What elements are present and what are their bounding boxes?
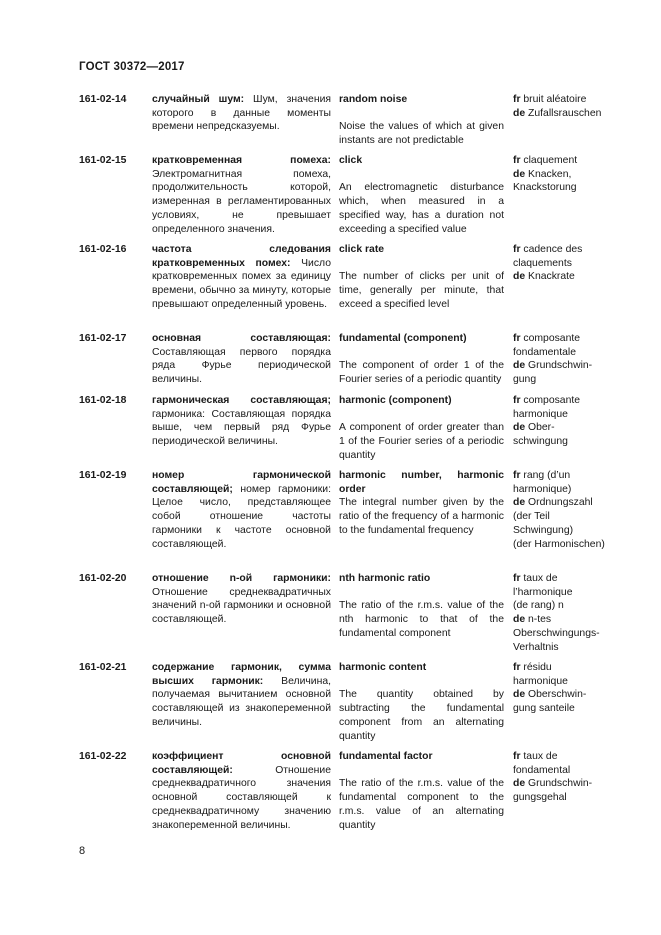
english-term: harmonic number, harmonic order — [339, 470, 504, 495]
french-label: fr — [513, 470, 521, 481]
german-label: de — [513, 168, 526, 180]
english-term: click rate — [339, 244, 385, 255]
term-number: 161-02-21 — [79, 662, 127, 673]
german-label: de — [513, 360, 526, 372]
term-number: 161-02-19 — [79, 470, 127, 481]
french-term: taux de l’harmonique (de rang) n — [513, 573, 573, 612]
term-number: 161-02-15 — [79, 155, 127, 166]
foreign-equivalents — [513, 243, 623, 284]
foreign-equivalents — [513, 661, 623, 716]
russian-definition-text: Отношение среднеквадратичного значения основной составляющей к среднеквадратичному значению знакопеременной величины. — [152, 764, 331, 831]
russian-definition-text: Шум, значения которого в данные моменты времени непредсказуемы. — [152, 94, 332, 133]
german-label: de — [513, 689, 526, 701]
russian-definition-text: Составляющая первого порядка ряда Фурье периодической величины. — [152, 346, 331, 386]
english-definition — [339, 243, 504, 312]
french-label: fr — [513, 244, 521, 255]
french-term: rang (d’un harmonique) — [513, 470, 572, 495]
foreign-equivalents — [513, 572, 623, 654]
document-header: ГОСТ 30372—2017 — [79, 61, 185, 73]
english-term: nth harmonic ratio — [339, 573, 431, 584]
french-term: composante fondamentale — [513, 333, 581, 358]
german-label: de — [513, 778, 526, 790]
german-label: de — [513, 271, 526, 283]
english-definition-text: The number of clicks per unit of time, generally per minute, that exceed a specified level — [339, 271, 504, 310]
russian-term: случайный шум: — [152, 94, 245, 105]
english-definition-text: Noise the values of which at given instants are not predictable — [339, 121, 504, 147]
russian-definition — [152, 661, 331, 730]
english-definition-text: The quantity obtained by subtracting the fundamental component from an alternating quantity — [339, 689, 504, 742]
french-term: composante harmonique — [513, 395, 581, 420]
russian-definition-text: Число кратковременных помех за единицу времени, обычно за минуту, которые превышают определенный уровень. — [152, 257, 331, 310]
english-definition — [339, 572, 504, 641]
term-number: 161-02-20 — [79, 573, 127, 584]
french-term: résidu harmonique — [513, 662, 568, 687]
german-term: Grundschwin- gung — [513, 360, 593, 386]
german-term: Oberschwin- gung santeile — [513, 689, 587, 715]
german-label: de — [513, 422, 526, 434]
english-definition — [339, 93, 504, 148]
german-term: Zufallsrauschen — [528, 107, 602, 119]
russian-definition — [152, 243, 331, 312]
term-number: 161-02-14 — [79, 94, 127, 105]
russian-term: коэффициент основной составляющей: — [152, 751, 331, 776]
french-label: fr — [513, 573, 521, 584]
russian-term: частота следования кратковременных помех: — [152, 244, 331, 269]
russian-definition — [152, 93, 331, 134]
russian-term: основная составляющая: — [152, 333, 331, 344]
russian-definition — [152, 332, 331, 387]
russian-definition — [152, 469, 331, 551]
english-term: random noise — [339, 94, 408, 105]
german-term: n-tes Oberschwingungs- Verhaltnis — [513, 614, 600, 653]
french-label: fr — [513, 662, 521, 673]
french-term: taux de fondamental — [513, 751, 571, 776]
term-number: 161-02-18 — [79, 395, 127, 406]
russian-definition-text: Величина, получаемая вычитанием основной составляющей из знакопеременной величины. — [152, 675, 332, 728]
english-definition-text: An electromagnetic disturbance which, when measured in a specified way, has a duration not exceeding a specified value — [339, 182, 504, 235]
russian-definition-text: номер гармоники: Целое число, представляющее собой отношение частоты гармоники к частоте основной составляющей. — [152, 483, 331, 550]
french-label: fr — [513, 94, 521, 105]
russian-definition-text: гармоника: Составляющая порядка выше, чем первый ряд Фурье периодической величины. — [152, 408, 331, 448]
english-definition-text: The component of order 1 of the Fourier series of a periodic quantity — [339, 360, 504, 386]
russian-term: содержание гармоник, сумма высших гармоник: — [152, 662, 331, 687]
english-term: harmonic (component) — [339, 395, 452, 406]
russian-definition — [152, 572, 331, 627]
russian-definition — [152, 750, 331, 832]
german-label: de — [513, 614, 526, 626]
french-label: fr — [513, 333, 521, 344]
russian-definition-text: Электромагнитная помеха, продолжительность которой, измеренная в регламентированных условиях, не превышает определенного значения. — [152, 168, 331, 235]
english-definition-text: The integral number given by the ratio of the frequency of a harmonic to the fundamental frequency — [339, 497, 504, 536]
term-number: 161-02-22 — [79, 751, 127, 762]
french-label: fr — [513, 751, 521, 762]
german-term: Grundschwin- gungsgehal — [513, 778, 593, 804]
english-term: fundamental factor — [339, 751, 433, 762]
page-number: 8 — [79, 845, 86, 857]
german-label: de — [513, 107, 526, 119]
french-label: fr — [513, 155, 521, 166]
english-definition — [339, 332, 504, 387]
term-number: 161-02-17 — [79, 333, 127, 344]
russian-definition — [152, 394, 331, 449]
english-definition — [339, 661, 504, 743]
english-definition — [339, 750, 504, 832]
foreign-equivalents — [513, 332, 623, 387]
english-definition-text: The ratio of the r.m.s. value of the fundamental component to the r.m.s. value of an alternating quantity — [339, 778, 504, 831]
english-term: click — [339, 155, 363, 166]
foreign-equivalents — [513, 750, 623, 805]
term-number: 161-02-16 — [79, 244, 127, 255]
english-definition-text: A component of order greater than 1 of the Fourier series of a periodic quantity — [339, 422, 504, 461]
english-definition — [339, 154, 504, 236]
foreign-equivalents — [513, 469, 623, 551]
english-term: harmonic content — [339, 662, 427, 673]
english-term: fundamental (component) — [339, 333, 467, 344]
russian-term: отношение n-ой гармоники: — [152, 573, 331, 584]
english-definition — [339, 394, 504, 463]
russian-definition — [152, 154, 331, 236]
english-definition — [339, 469, 504, 538]
russian-term: кратковременная помеха: — [152, 155, 331, 166]
german-term: Knackrate — [528, 271, 575, 283]
french-term: cadence des claquements — [513, 244, 583, 269]
russian-term: гармоническая составляющая; — [152, 395, 331, 406]
german-term: Ordnungszahl (der Teil Schwingung) (der Harmonischen) — [513, 497, 605, 550]
german-term: Ober- schwingung — [513, 422, 568, 448]
french-term: bruit aléatoire — [523, 94, 587, 105]
foreign-equivalents — [513, 154, 623, 195]
english-definition-text: The ratio of the r.m.s. value of the nth harmonic to that of the fundamental component — [339, 600, 504, 639]
foreign-equivalents — [513, 394, 623, 449]
russian-definition-text: Отношение среднеквадратичных значений n-ой гармоники и основной составляющей. — [152, 586, 331, 626]
german-label: de — [513, 497, 526, 509]
foreign-equivalents — [513, 93, 623, 120]
german-term: Knacken, Knackstorung — [513, 168, 577, 194]
french-label: fr — [513, 395, 521, 406]
french-term: claquement — [523, 155, 578, 166]
russian-term: номер гармонической составляющей; — [152, 470, 331, 495]
